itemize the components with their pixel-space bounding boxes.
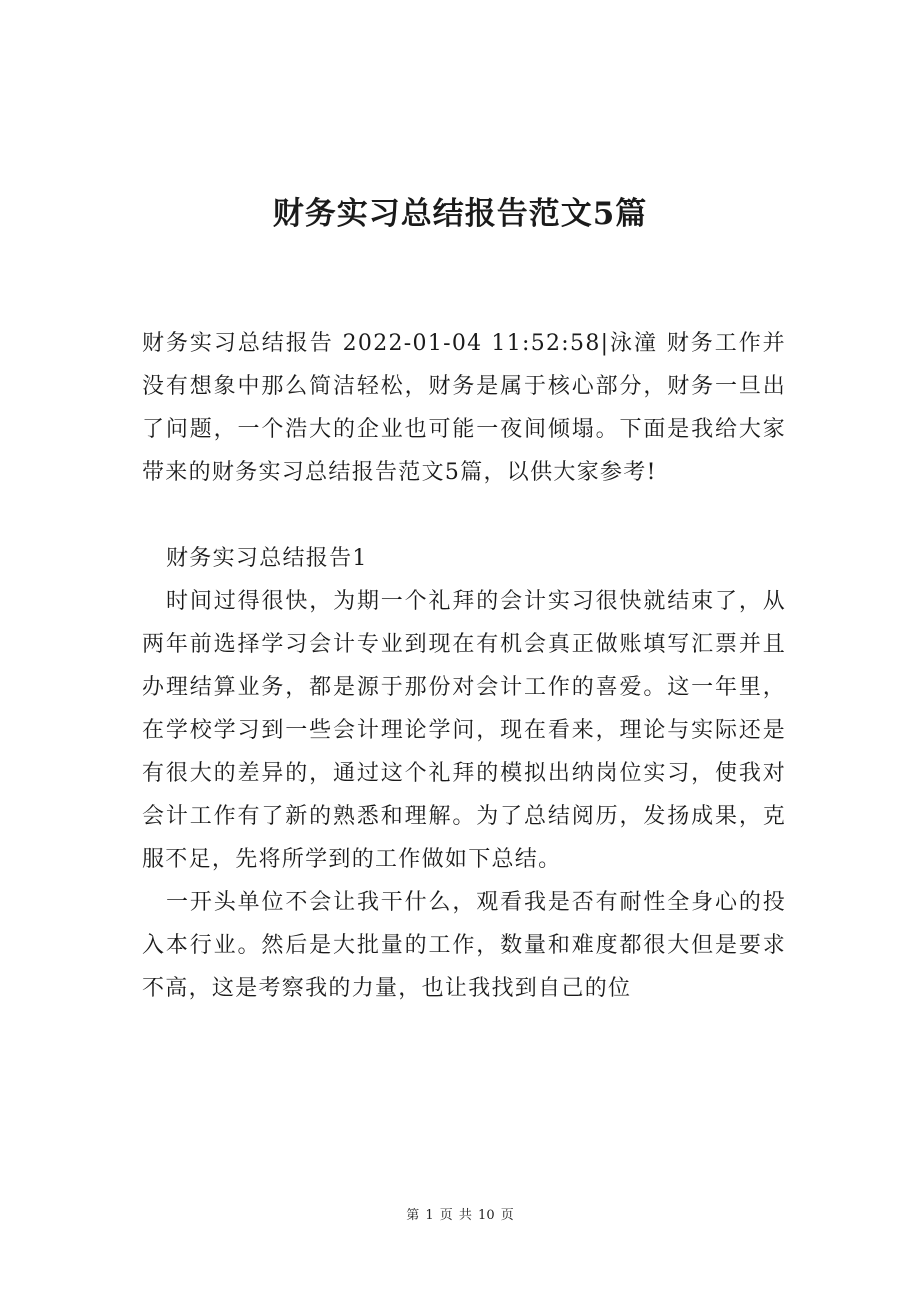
body-paragraph-2: 一开头单位不会让我干什么，观看我是否有耐性全身心的投入本行业。然后是大批量的工作，数量和难度都很大但是要求不高，这是考察我的力量，也让我找到自己的位	[142, 890, 786, 1001]
body-paragraph-1: 时间过得很快，为期一个礼拜的会计实习很快就结束了，从两年前选择学习会计专业到现在有机会真正做账填写汇票并且办理结算业务，都是源于那份对会计工作的喜爱。这一年里，在学校学习到一些会计理论学问，现在看来，理论与实际还是有很大的差异的，通过这个礼拜的模拟出纳岗位实习，使我对会计工作有了新的熟悉和理解。为了总结阅历，发扬成果，克服不足，先将所学到的工作做如下总结。	[142, 589, 786, 872]
section-title: 财务实习总结报告1	[166, 546, 368, 571]
intro-paragraph: 财务实习总结报告 2022-01-04 11:52:58|泳潼 财务工作并没有想象中那么简洁轻松，财务是属于核心部分，财务一旦出了问题，一个浩大的企业也可能一夜间倾塌。下面是我给大家带来的财务实习总结报告范文5篇，以供大家参考!	[142, 331, 786, 485]
document-title: 财务实习总结报告范文5篇	[272, 196, 648, 232]
page-number-footer: 第 1 页 共 10 页	[406, 1208, 514, 1223]
document-body	[142, 322, 786, 1010]
